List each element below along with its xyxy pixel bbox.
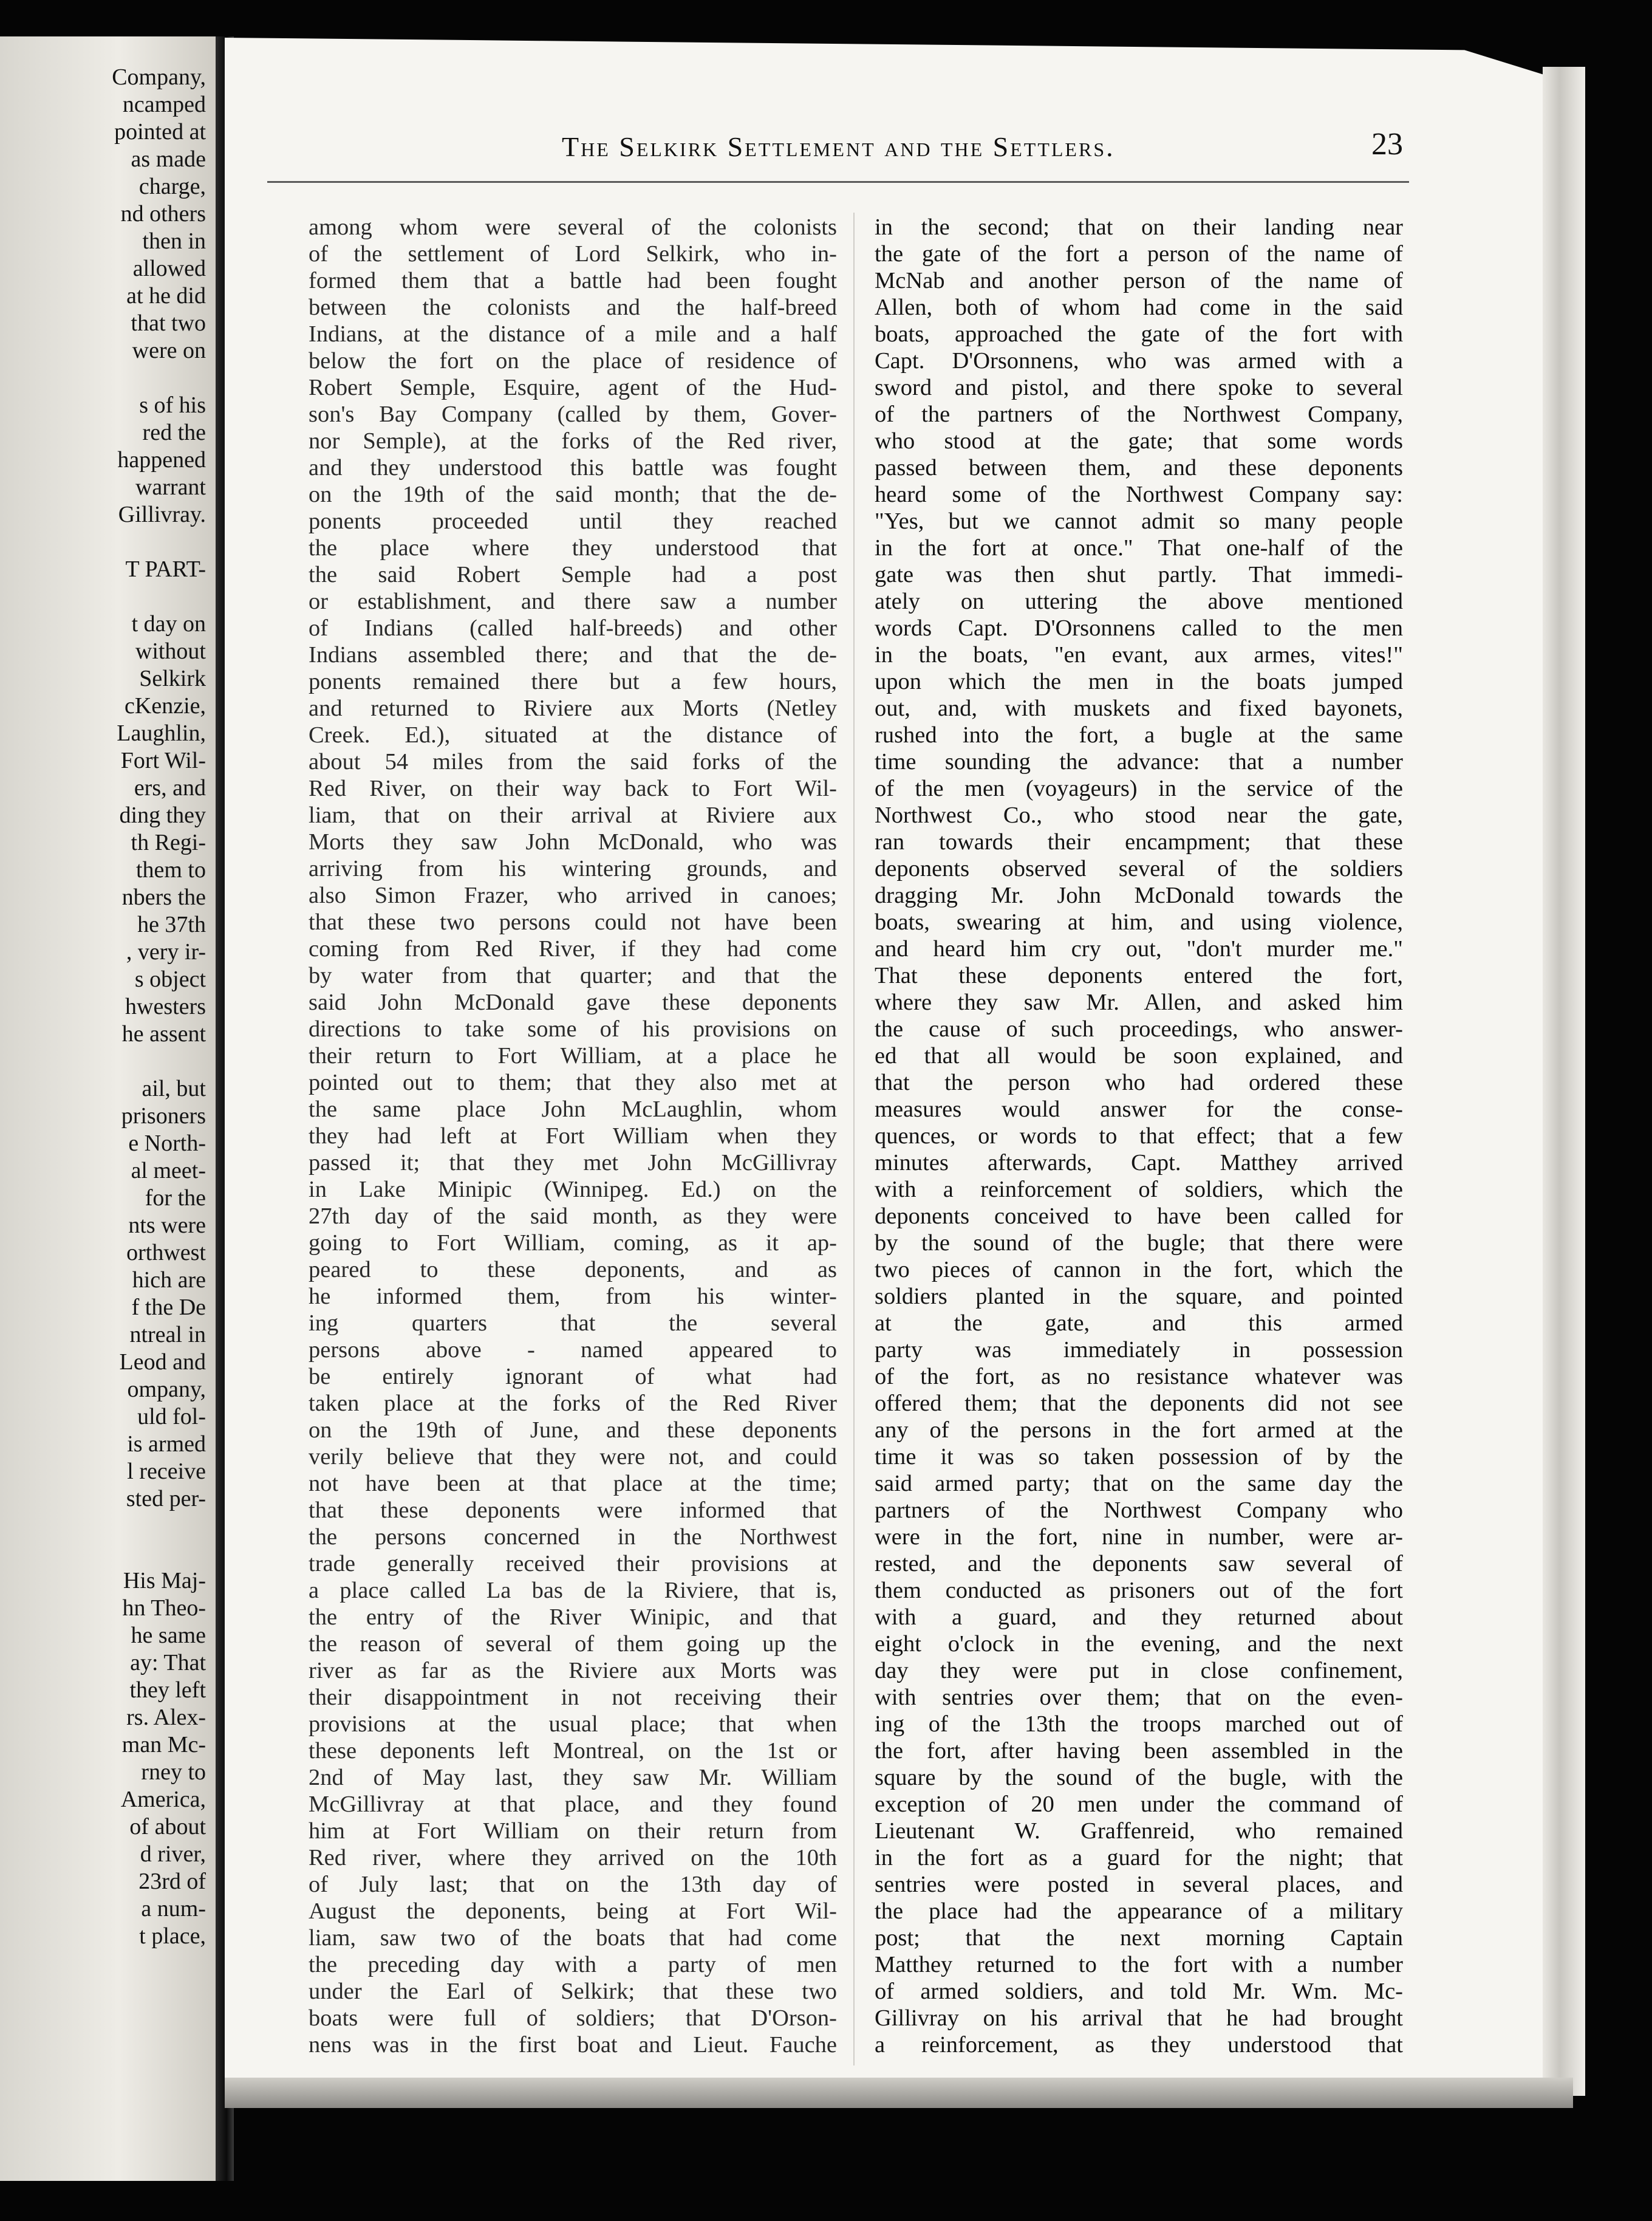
text-line	[5, 583, 206, 611]
text-line: on the 19th of the said month; that the de-	[309, 482, 837, 507]
text-line: heard some of the Northwest Company say:	[875, 482, 1403, 507]
text-line: and they understood this battle was fought	[309, 455, 837, 481]
text-line: in Lake Minipic (Winnipeg. Ed.) on the	[309, 1177, 837, 1202]
text-line: said John McDonald gave these deponents	[309, 990, 837, 1015]
text-line: passed it; that they met John McGillivray	[309, 1150, 837, 1176]
text-line: be entirely ignorant of what had	[309, 1364, 837, 1389]
text-line: at the gate, and this armed	[875, 1310, 1403, 1336]
text-line: hwesters	[125, 994, 206, 1019]
text-line: time sounding the advance: that a number	[875, 749, 1403, 775]
text-line: party was immediately in possession	[875, 1337, 1403, 1363]
text-line: ran towards their encampment; that these	[875, 829, 1403, 855]
text-line: August the deponents, being at Fort Wil-	[309, 1898, 837, 1924]
text-line: with sentries over them; that on the even-	[875, 1685, 1403, 1710]
text-line: among whom were several of the colonists	[309, 214, 837, 240]
text-line: f the De	[131, 1295, 206, 1320]
text-line: eight o'clock in the evening, and the next	[875, 1631, 1403, 1657]
text-line: d river,	[140, 1841, 206, 1867]
text-line: the persons concerned in the Northwest	[309, 1524, 837, 1550]
text-line: soldiers planted in the square, and pointed	[875, 1284, 1403, 1309]
text-line: Gillivray on his arrival that he had brought	[875, 2005, 1403, 2031]
text-line: is armed	[127, 1431, 206, 1457]
text-line: Capt. D'Orsonnens, who was armed with a	[875, 348, 1403, 374]
text-line: Allen, both of whom had come in the said	[875, 295, 1403, 320]
text-line: said armed party; that on the same day the	[875, 1471, 1403, 1496]
text-line: the fort, after having been assembled in the	[875, 1738, 1403, 1764]
text-line: also Simon Frazer, who arrived in canoes;	[309, 883, 837, 908]
text-line: he same	[131, 1623, 206, 1648]
text-line: man Mc-	[121, 1732, 206, 1757]
text-line: where they saw Mr. Allen, and asked him	[875, 990, 1403, 1015]
text-line: the same place John McLaughlin, whom	[309, 1097, 837, 1122]
text-line: ay: That	[130, 1650, 206, 1675]
text-line: charge,	[138, 174, 206, 199]
text-line: ponents remained there but a few hours,	[309, 669, 837, 694]
text-line: that two	[131, 310, 206, 336]
text-line: Red river, where they arrived on the 10th	[309, 1845, 837, 1870]
text-line: liam, that on their arrival at Riviere aux	[309, 803, 837, 828]
text-line: nens was in the first boat and Lieut. Fauche	[309, 2032, 837, 2058]
text-column-right	[875, 214, 1403, 2058]
text-line: partners of the Northwest Company who	[875, 1497, 1403, 1523]
text-line: cKenzie,	[125, 693, 206, 719]
text-line: verily believe that they were not, and could	[309, 1444, 837, 1470]
text-line	[5, 1048, 206, 1075]
text-line: Indians assembled there; and that the de-	[309, 642, 837, 668]
text-line: prisoners	[121, 1103, 206, 1129]
facing-page	[0, 36, 216, 2181]
text-line: measures would answer for the conse-	[875, 1097, 1403, 1122]
text-line: ing of the 13th the troops marched out of	[875, 1711, 1403, 1737]
text-line: the place had the appearance of a military	[875, 1898, 1403, 1924]
text-line: boats, approached the gate of the fort with	[875, 321, 1403, 347]
text-line: their return to Fort William, at a place he	[309, 1043, 837, 1069]
text-line: ponents proceeded until they reached	[309, 508, 837, 534]
text-line: ers, and	[134, 775, 206, 801]
text-line: Creek. Ed.), situated at the distance of	[309, 722, 837, 748]
text-line: below the fort on the place of residence of	[309, 348, 837, 374]
text-line: a reinforcement, as they understood that	[875, 2032, 1403, 2058]
text-line: liam, saw two of the boats that had come	[309, 1925, 837, 1951]
text-line: rushed into the fort, a bugle at the same	[875, 722, 1403, 748]
text-line: sentries were posted in several places, and	[875, 1872, 1403, 1897]
page-number: 23	[1371, 127, 1403, 162]
text-column-left	[309, 214, 837, 2058]
text-line: that these two persons could not have been	[309, 909, 837, 935]
text-line: ntreal in	[129, 1322, 206, 1347]
text-line: they had left at Fort William when they	[309, 1123, 837, 1149]
text-line: of about	[129, 1814, 206, 1839]
column-divider	[853, 213, 855, 2065]
text-line: going to Fort William, coming, as it ap-	[309, 1230, 837, 1256]
text-line: and returned to Riviere aux Morts (Netley	[309, 696, 837, 721]
text-line	[5, 1513, 206, 1540]
text-line	[5, 364, 206, 392]
text-line: deponents conceived to have been called for	[875, 1203, 1403, 1229]
text-line: T PART-	[125, 556, 206, 582]
text-line: then in	[142, 228, 206, 254]
text-line: out, and, with muskets and fixed bayonets,	[875, 696, 1403, 721]
text-line: a num-	[141, 1896, 206, 1922]
text-line: of the settlement of Lord Selkirk, who in-	[309, 241, 837, 267]
text-line: s object	[134, 967, 206, 992]
text-line	[5, 1540, 206, 1567]
running-title: The Selkirk Settlement and the Settlers.	[562, 131, 1115, 162]
text-line: l receive	[127, 1459, 206, 1484]
facing-page-text	[5, 36, 206, 1950]
text-line: boats were full of soldiers; that D'Orson-	[309, 2005, 837, 2031]
text-line: dragging Mr. John McDonald towards the	[875, 883, 1403, 908]
text-line: words Capt. D'Orsonnens called to the men	[875, 615, 1403, 641]
text-line: happened	[117, 447, 206, 473]
text-line: 2nd of May last, they saw Mr. William	[309, 1765, 837, 1790]
text-line: post; that the next morning Captain	[875, 1925, 1403, 1951]
text-line: of the men (voyageurs) in the service of the	[875, 776, 1403, 801]
text-line: in the second; that on their landing near	[875, 214, 1403, 240]
text-line: with a guard, and they returned about	[875, 1604, 1403, 1630]
text-line: trade generally received their provisions at	[309, 1551, 837, 1576]
text-line: McNab and another person of the name of	[875, 268, 1403, 293]
text-line: taken place at the forks of the Red River	[309, 1391, 837, 1416]
text-line: their disappointment in not receiving their	[309, 1685, 837, 1710]
text-line: ed that all would be soon explained, and	[875, 1043, 1403, 1069]
text-line: e North-	[128, 1131, 206, 1156]
text-line: them to	[135, 857, 206, 883]
text-line: arriving from his wintering grounds, and	[309, 856, 837, 881]
text-line: minutes afterwards, Capt. Matthey arrived	[875, 1150, 1403, 1176]
text-line: and heard him cry out, "don't murder me."	[875, 936, 1403, 962]
text-line: sted per-	[126, 1486, 206, 1511]
text-line: the said Robert Semple had a post	[309, 562, 837, 587]
text-line: the place where they understood that	[309, 535, 837, 561]
text-line: a place called La bas de la Riviere, that is,	[309, 1578, 837, 1603]
text-line: were in the fort, nine in number, were ar-	[875, 1524, 1403, 1550]
text-line: with a reinforcement of soldiers, which the	[875, 1177, 1403, 1202]
text-line: rney to	[141, 1759, 206, 1785]
text-line: persons above - named appeared to	[309, 1337, 837, 1363]
text-line: Red River, on their way back to Fort Wil-	[309, 776, 837, 801]
text-line: ing quarters that the several	[309, 1310, 837, 1336]
text-line: His Maj-	[123, 1568, 206, 1593]
text-line: on the 19th of June, and these deponents	[309, 1417, 837, 1443]
text-line: the reason of several of them going up the	[309, 1631, 837, 1657]
text-line: the cause of such proceedings, who answer-	[875, 1016, 1403, 1042]
text-line: McGillivray at that place, and they found	[309, 1792, 837, 1817]
text-line: of July last; that on the 13th day of	[309, 1872, 837, 1897]
text-line: ding they	[119, 803, 206, 828]
text-line: him at Fort William on their return from	[309, 1818, 837, 1844]
text-line: boats, swearing at him, and using violence,	[875, 909, 1403, 935]
text-line: without	[135, 638, 206, 664]
text-line: peared to these deponents, and as	[309, 1257, 837, 1282]
text-line: rs. Alex-	[126, 1705, 206, 1730]
text-line: America,	[120, 1787, 206, 1812]
text-line: orthwest	[126, 1240, 206, 1265]
text-line: the preceding day with a party of men	[309, 1952, 837, 1977]
text-line: Selkirk	[139, 666, 206, 691]
text-line: passed between them, and these deponents	[875, 455, 1403, 481]
text-line: ompany,	[127, 1377, 206, 1402]
text-line: of armed soldiers, and told Mr. Wm. Mc-	[875, 1979, 1403, 2004]
text-line: them conducted as prisoners out of the fort	[875, 1578, 1403, 1603]
text-line: he 37th	[137, 912, 206, 937]
text-line: sword and pistol, and there spoke to several	[875, 375, 1403, 400]
text-line: directions to take some of his provisions on	[309, 1016, 837, 1042]
text-line: nd others	[120, 201, 206, 227]
text-line: Morts they saw John McDonald, who was	[309, 829, 837, 855]
text-line: nts were	[128, 1213, 206, 1238]
text-line: by the sound of the bugle; that there were	[875, 1230, 1403, 1256]
text-line: , very ir-	[126, 939, 206, 965]
text-line: Company,	[112, 64, 206, 90]
text-line: allowed	[132, 256, 206, 281]
text-line: that these deponents were informed that	[309, 1497, 837, 1523]
text-line: Lieutenant W. Graffenreid, who remained	[875, 1818, 1403, 1844]
text-line: s of his	[139, 392, 206, 418]
text-line: the gate of the fort a person of the name of	[875, 241, 1403, 267]
text-line: quences, or words to that effect; that a few	[875, 1123, 1403, 1149]
text-line: were on	[132, 338, 206, 363]
text-line: they left	[129, 1677, 206, 1703]
text-line: in the fort as a guard for the night; that	[875, 1845, 1403, 1870]
text-line: deponents observed several of the soldiers	[875, 856, 1403, 881]
text-line: gate was then shut partly. That immedi-	[875, 562, 1403, 587]
text-line: at he did	[126, 283, 206, 309]
page-bottom-edge	[225, 2078, 1573, 2108]
text-line: Leod and	[119, 1349, 206, 1375]
text-line: he informed them, from his winter-	[309, 1284, 837, 1309]
text-line: pointed at	[114, 119, 206, 145]
text-line: al meet-	[131, 1158, 206, 1183]
text-line: any of the persons in the fort armed at the	[875, 1417, 1403, 1443]
text-line: t day on	[131, 611, 206, 637]
text-line: of the fort, as no resistance whatever was	[875, 1364, 1403, 1389]
text-line: the entry of the River Winipic, and that	[309, 1604, 837, 1630]
text-line: upon which the men in the boats jumped	[875, 669, 1403, 694]
text-line: Fort Wil-	[120, 748, 206, 773]
text-line: formed them that a battle had been fought	[309, 268, 837, 293]
text-line: not have been at that place at the time;	[309, 1471, 837, 1496]
text-line: 23rd of	[138, 1869, 206, 1894]
text-line: coming from Red River, if they had come	[309, 936, 837, 962]
text-line: by water from that quarter; and that the	[309, 963, 837, 988]
text-line: or establishment, and there saw a number	[309, 589, 837, 614]
text-line: son's Bay Company (called by them, Gover-	[309, 402, 837, 427]
text-line: red the	[142, 420, 206, 445]
text-line: in the fort at once." That one-half of the	[875, 535, 1403, 561]
text-line: "Yes, but we cannot admit so many people	[875, 508, 1403, 534]
text-line: these deponents left Montreal, on the 1st or	[309, 1738, 837, 1764]
text-line: exception of 20 men under the command of	[875, 1792, 1403, 1817]
text-line: offered them; that the deponents did not see	[875, 1391, 1403, 1416]
text-line: ncamped	[122, 92, 206, 117]
header-rule	[267, 181, 1409, 183]
text-line: provisions at the usual place; that when	[309, 1711, 837, 1737]
text-line: th Regi-	[131, 830, 206, 855]
text-line: he assent	[121, 1021, 206, 1047]
text-line: hich are	[132, 1267, 206, 1293]
text-line	[5, 529, 206, 556]
text-line: ail, but	[142, 1076, 206, 1101]
text-line: between the colonists and the half-breed	[309, 295, 837, 320]
text-line: about 54 miles from the said forks of the	[309, 749, 837, 775]
text-line: 27th day of the said month, as they were	[309, 1203, 837, 1229]
text-line: two pieces of cannon in the fort, which the	[875, 1257, 1403, 1282]
text-line: nbers the	[121, 885, 206, 910]
text-line: of Indians (called half-breeds) and other	[309, 615, 837, 641]
text-line: square by the sound of the bugle, with the	[875, 1765, 1403, 1790]
page-edge	[1543, 67, 1585, 2096]
text-line: ately on uttering the above mentioned	[875, 589, 1403, 614]
text-line: t place,	[139, 1923, 206, 1949]
text-line: for the	[145, 1185, 206, 1211]
text-line: Matthey returned to the fort with a number	[875, 1952, 1403, 1977]
text-line: river as far as the Riviere aux Morts was	[309, 1658, 837, 1683]
text-line: time it was so taken possession of by the	[875, 1444, 1403, 1470]
text-line: that the person who had ordered these	[875, 1070, 1403, 1095]
text-line: of the partners of the Northwest Company,	[875, 402, 1403, 427]
text-line: warrant	[135, 474, 206, 500]
text-line	[5, 36, 206, 64]
text-line: That these deponents entered the fort,	[875, 963, 1403, 988]
text-line: Indians, at the distance of a mile and a half	[309, 321, 837, 347]
text-line: nor Semple), at the forks of the Red river,	[309, 428, 837, 454]
text-line: Gillivray.	[118, 502, 206, 527]
text-line: pointed out to them; that they also met at	[309, 1070, 837, 1095]
text-line: Robert Semple, Esquire, agent of the Hud-	[309, 375, 837, 400]
text-line: hn Theo-	[122, 1595, 206, 1621]
text-line: under the Earl of Selkirk; that these two	[309, 1979, 837, 2004]
text-line: rested, and the deponents saw several of	[875, 1551, 1403, 1576]
text-line: in the boats, "en evant, aux armes, vites!"	[875, 642, 1403, 668]
text-line: Laughlin,	[117, 720, 206, 746]
text-line: who stood at the gate; that some words	[875, 428, 1403, 454]
text-line: Northwest Co., who stood near the gate,	[875, 803, 1403, 828]
text-line: day they were put in close confinement,	[875, 1658, 1403, 1683]
text-line: as made	[131, 146, 206, 172]
text-line: uld fol-	[137, 1404, 206, 1429]
